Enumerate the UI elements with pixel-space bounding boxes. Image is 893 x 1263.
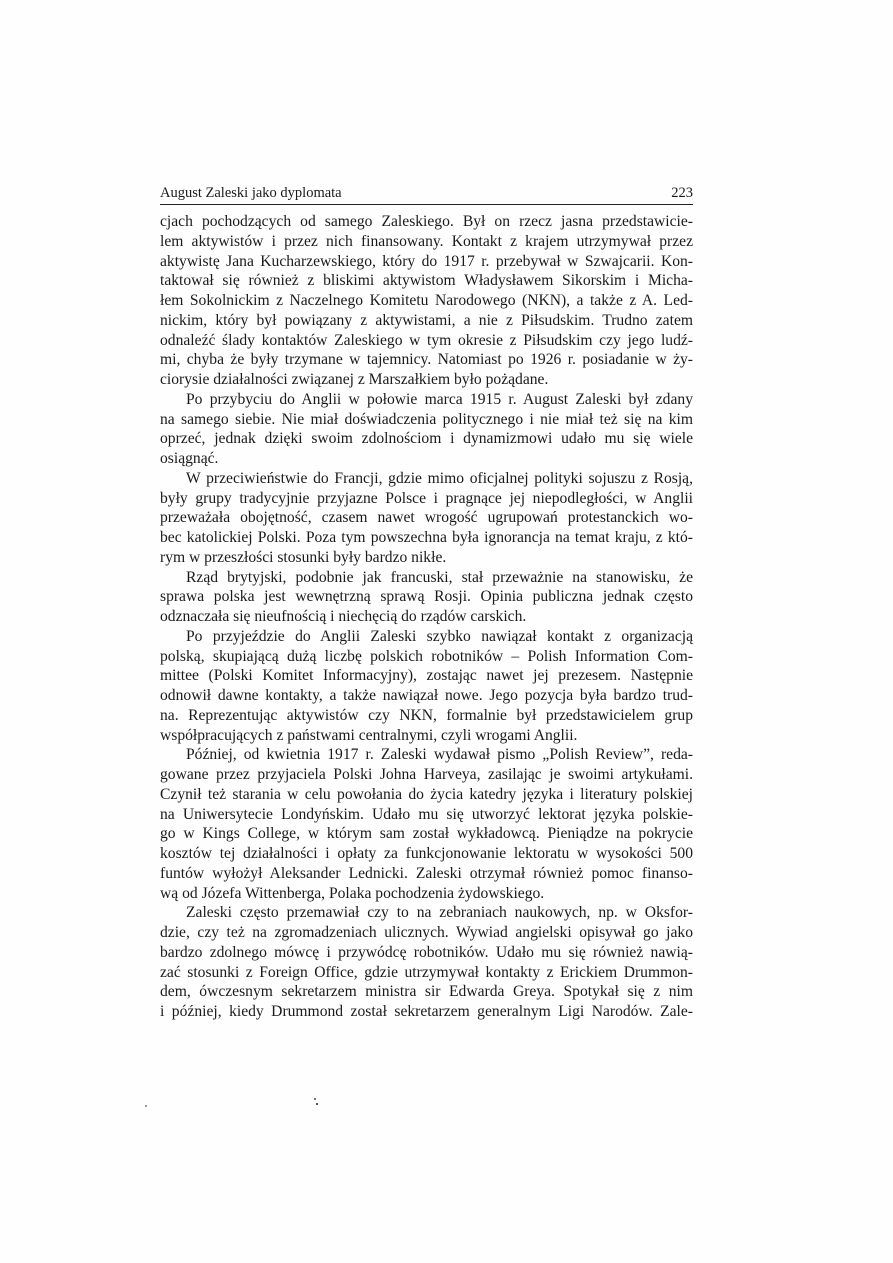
paragraph [160, 903, 693, 1022]
running-head [160, 184, 693, 202]
text-line: na samego siebie. Nie miał doświadczenia politycznego i nie miał też się na kim [160, 410, 693, 428]
text-line: polską, skupiającą dużą liczbę polskich robotników – Polish Information Com- [160, 647, 693, 665]
text-line: Zaleski często przemawiał czy to na zebraniach naukowych, np. w Oksfor- [186, 904, 693, 922]
paragraph [160, 212, 693, 390]
text-line: W przeciwieństwie do Francji, gdzie mimo oficjalnej polityki sojuszu z Rosją, [186, 469, 693, 487]
scan-speck [145, 1105, 147, 1107]
text-line: Po przyjeździe do Anglii Zaleski szybko nawiązał kontakt z organizacją [186, 627, 693, 645]
text-line: wą od Józefa Wittenberga, Polaka pochodzenia żydowskiego. [160, 884, 545, 902]
text-line: funtów wyłożył Aleksander Lednicki. Zaleski otrzymał również pomoc finanso- [160, 864, 693, 882]
text-line: łem Sokolnickim z Naczelnego Komitetu Narodowego (NKN), a także z A. Led- [160, 292, 693, 309]
text-line: ciorysie działalności związanej z Marszałkiem było pożądane. [160, 371, 549, 388]
text-line: bardzo zdolnego mówcę i przywódcę robotników. Udało mu się również nawią- [160, 943, 693, 961]
text-line: były grupy tradycyjnie przyjazne Polsce i pragnące jej niepodległości, w Anglii [160, 489, 693, 507]
text-line: sprawa polska jest wewnętrzną sprawą Rosji. Opinia publiczna jednak często [160, 588, 693, 606]
text-line: na Uniwersytecie Londyńskim. Udało mu się utworzyć lektorat języka polskie- [160, 805, 693, 823]
header-rule [160, 204, 693, 205]
paragraph [160, 469, 693, 568]
text-line: odnowił dawne kontakty, a także nawiązał nowe. Jego pozycja była bardzo trud- [160, 687, 693, 704]
text-line: osiągnąć. [160, 450, 219, 467]
text-line: Po przybyciu do Anglii w połowie marca 1915 r. August Zaleski był zdany [186, 390, 693, 408]
paragraph [160, 568, 693, 627]
text-line: mittee (Polski Komitet Informacyjny), zostając nawet jej prezesem. Następnie [160, 667, 693, 685]
text-line: Rząd brytyjski, podobnie jak francuski, stał przeważnie na stanowisku, że [186, 568, 693, 586]
page-number: 223 [671, 185, 693, 201]
text-line: bec katolickiej Polski. Poza tym powszechna była ignorancja na temat kraju, z któ- [160, 529, 693, 546]
text-line: na. Reprezentując aktywistów czy NKN, formalnie był przedstawicielem grup [160, 706, 693, 724]
text-line: mi, chyba że były trzymane w tajemnicy. Natomiast po 1926 r. posiadanie w ży- [160, 351, 693, 369]
body-text [160, 212, 693, 1022]
text-line: lem aktywistów i przez nich finansowany. Kontakt z krajem utrzymywał przez [160, 232, 693, 250]
running-head-title: August Zaleski jako dyplomata [160, 185, 342, 201]
text-line: cjach pochodzących od samego Zaleskiego. Był on rzecz jasna przedstawicie- [160, 213, 693, 230]
text-line: dzie, czy też na zgromadzeniach ulicznych. Wywiad angielski opisywał go jako [160, 924, 693, 941]
scan-speck [316, 1103, 318, 1105]
paragraph [160, 390, 693, 469]
text-line: gowane przez przyjaciela Polski Johna Harveya, zasilając je swoimi artykułami. [160, 766, 693, 783]
paragraph [160, 745, 693, 903]
text-line: i później, kiedy Drummond został sekretarzem generalnym Ligi Narodów. Zale- [160, 1003, 693, 1020]
text-line: odznaczała się nieufnością i niechęcią do rządów carskich. [160, 608, 527, 625]
text-line: Czynił też starania w celu powołania do życia katedry języka i literatury polskiej [160, 785, 693, 803]
scan-speck [314, 1098, 316, 1100]
text-line: Później, od kwietnia 1917 r. Zaleski wydawał pismo „Polish Review”, reda- [186, 746, 693, 764]
text-line: nickim, który był powiązany z aktywistami, a nie z Piłsudskim. Trudno zatem [160, 311, 693, 329]
text-line: aktywistę Jana Kucharzewskiego, który do 1917 r. przebywał w Szwajcarii. Kon- [160, 252, 693, 270]
text-line: taktował się również z bliskimi aktywistom Władysławem Sikorskim i Micha- [160, 272, 693, 290]
text-line: zać stosunki z Foreign Office, gdzie utrzymywał kontakty z Erickiem Drummon- [160, 963, 693, 981]
text-line: odnaleźć ślady kontaktów Zaleskiego w tym okresie z Piłsudskim czy jego ludź- [160, 331, 693, 349]
text-line: kosztów tej działalności i opłaty za funkcjonowanie lektoratu w wysokości 500 [160, 845, 693, 862]
text-line: dem, ówczesnym sekretarzem ministra sir Edwarda Greya. Spotykał się z nim [160, 983, 693, 1001]
paragraph [160, 627, 693, 746]
text-line: współpracujących z państwami centralnymi, czyli wrogami Anglii. [160, 726, 578, 744]
text-line: go w Kings College, w którym sam został wykładowcą. Pieniądze na pokrycie [160, 825, 693, 843]
text-line: oprzeć, jednak dzięki swoim zdolnościom i dynamizmowi udało mu się wiele [160, 430, 693, 448]
text-line: przeważała obojętność, czasem nawet wrogość ugrupowań protestanckich wo- [160, 509, 693, 527]
text-line: rym w przeszłości stosunki były bardzo nikłe. [160, 548, 447, 566]
